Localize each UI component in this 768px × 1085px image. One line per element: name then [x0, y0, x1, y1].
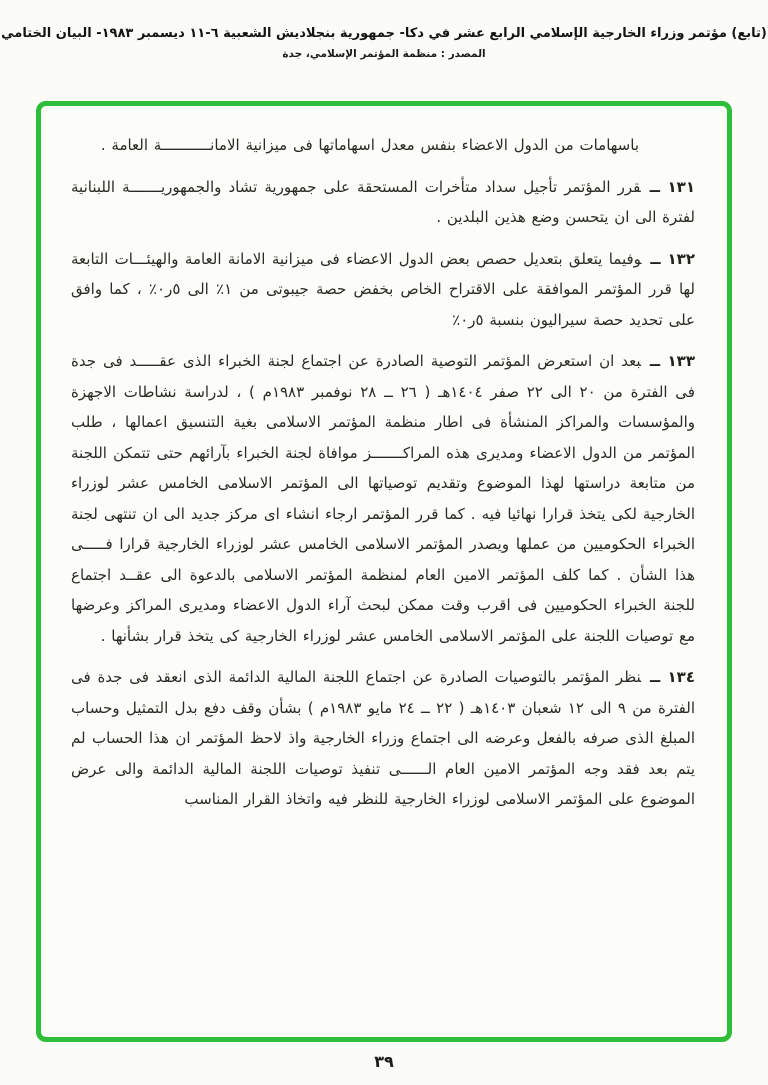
header-title: (تابع) مؤتمر وزراء الخارجية الإسلامي الرابع عشر في دكا- جمهورية بنجلاديش الشعبية ٦-١١ ديسمبر ١٩٨٣- البيان الختامي	[1, 26, 767, 41]
paragraph-number: ١٣١ ــ	[649, 177, 695, 196]
numbered-paragraph	[71, 172, 695, 233]
highlighted-content-box	[36, 101, 732, 1042]
numbered-paragraph	[71, 662, 695, 815]
paragraph-text: وفيما يتعلق بتعديل حصص بعض الدول الاعضاء فى ميزانية الامانة العامة والهيئـــات التابعة لها قرر المؤتمر الموافقة على الاقتراح الخاص بخفض حصة جيبوتى من ١٪ الى ٥ر٠٪ ، كما وافق على تحديد حصة سيراليون بنسبة ٥ر٠٪	[71, 249, 695, 329]
page-number: ٣٩	[374, 1052, 394, 1071]
paragraph-continuation: باسهامات من الدول الاعضاء بنفس معدل اسهاماتها فى ميزانية الامانـــــــــــة العامة .	[100, 136, 639, 154]
numbered-paragraph	[71, 244, 695, 336]
numbered-paragraph	[71, 346, 695, 651]
header-source: المصدر : منظمة المؤتمر الإسلامي، جدة	[282, 48, 486, 60]
paragraph-text: نظر المؤتمر بالتوصيات الصادرة عن اجتماع اللجنة المالية الدائمة الذى انعقد فى جدة فى الفترة من ٩ الى ١٢ شعبان ١٤٠٣هـ ( ٢٢ ــ ٢٤ مايو ١٩٨٣م ) بشأن وقف دفع بدل التمثيل وحساب المبلغ الذى صرفه بالفعل وعرضه الى اجتماع وزراء الخارجية واذ لاحظ المؤتمر ان هذا الحساب لم يتم بعد فقد وجه المؤتمر الامين العام الــــــى تنفيذ توصيات اللجنة المالية الدائمة والى عرض الموضوع على المؤتمر الاسلامى لوزراء الخارجية للنظر فيه واتخاذ القرار المناسب	[71, 668, 696, 808]
document-header	[0, 0, 768, 60]
paragraph-text: بعد ان استعرض المؤتمر التوصية الصادرة عن اجتماع لجنة الخبراء الذى عقـــــد فى جدة فى الفترة من ٢٠ الى ٢٢ صفر ١٤٠٤هـ ( ٢٦ ــ ٢٨ نوفمبر ١٩٨٣م ) ، لدراسة نشاطات الاجهزة والمؤسسات والمراكز المنشأة فى اطار منظمة المؤتمر الاسلامى بغية التنسيق اعمالها ، طلب المؤتمر من الدول الاعضاء ومديرى هذه المراكـــــــز موافاة لجنة الخبراء بآرائهم حتى تتمكن اللجنة من متابعة دراستها لهذا الموضوع وتقديم توصياتها الى المؤتمر الاسلامى الخامس عشر لوزراء الخارجية لكى يتخذ قرارا نهائيا فيه . كما قرر المؤتمر ارجاء انشاء اى مركز جديد الى ان تنتهى لجنة الخبراء الحكوميين من عملها ويصدر المؤتمر الاسلامى الخامس عشر لوزراء الخارجية قرارا فـــــى هذا الشأن . كما كلف المؤتمر الامين العام لمنظمة المؤتمر الاسلامى بالدعوة الى عقــد اجتماع للجنة الخبراء الحكوميين فى اقرب وقت ممكن لبحث آراء الدول الاعضاء ومديرى المراكز وعرضها مع توصيات اللجنة على المؤتمر الاسلامى الخامس عشر لوزراء الخارجية كى يتخذ قرار بشأنها .	[71, 352, 695, 645]
paragraph-number: ١٣٢ ــ	[650, 249, 695, 268]
paragraph-number: ١٣٤ ــ	[650, 668, 695, 686]
paragraph-text: قرر المؤتمر تأجيل سداد متأخرات المستحقة على جمهورية تشاد والجمهوريـــــــة اللبنانية لفترة الى ان يتحسن وضع هذين البلدين .	[71, 177, 695, 226]
paragraph-number: ١٣٣ ــ	[649, 352, 695, 370]
